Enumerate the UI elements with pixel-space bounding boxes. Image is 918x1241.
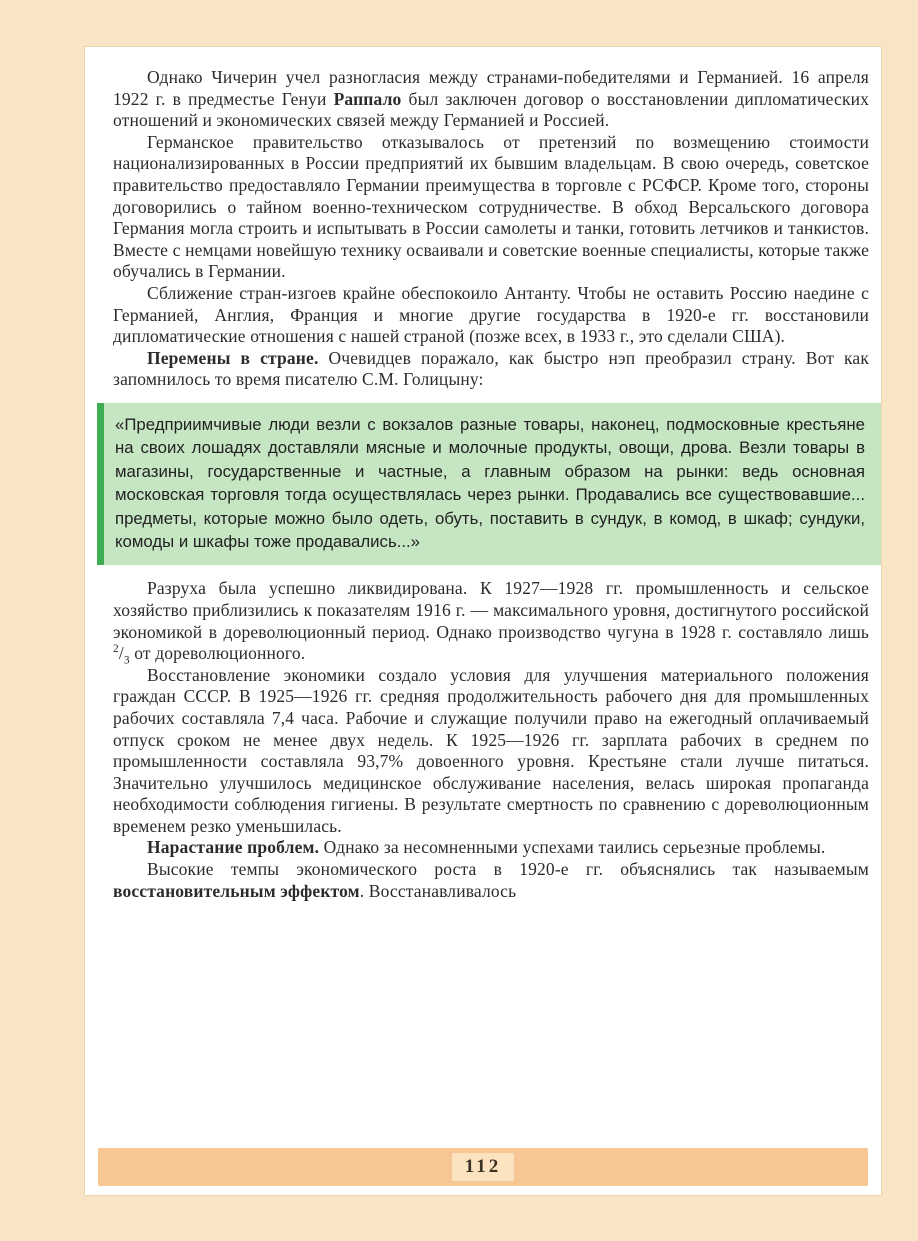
text-segment: Однако за несомненными успехами таились серьезные проблемы.: [319, 837, 826, 858]
text-segment: . Восстанавливалось: [359, 880, 517, 901]
fraction-numerator: 2: [113, 643, 119, 656]
quote-block-golitsyn: [97, 403, 881, 565]
text-segment: от дореволюционного.: [129, 643, 306, 664]
footer-strip: [98, 1148, 868, 1186]
paragraph-growing-problems: [113, 837, 869, 859]
paragraph-recovery-1927: [113, 578, 869, 667]
paragraph-recovery-effect: [113, 859, 869, 902]
bold-term-rapallo: Раппало: [333, 88, 402, 109]
text-segment: был заключен договор о восстановлении дипломатических отношений и экономических связей между Германией и Россией.: [113, 88, 870, 131]
paragraph-living-conditions: [113, 665, 869, 838]
page-number-box: [452, 1153, 514, 1181]
text-segment: Очевидцев поражало, как быстро нэп преобразил страну. Вот как запомнилось то время писателю С.М. Голицыну:: [113, 347, 870, 390]
paragraph-entente-reaction: [113, 283, 869, 348]
text-segment: Германское правительство отказывалось от претензий по возмещению стоимости национализированных в России предприятий их бывшим владельцам. В свою очередь, советское правительство предоставляло Германии преимущества в торговле с РСФСР. Кроме того, стороны договорились о тайном военно-техническом сотрудничестве. В обход Версальского договора Германия могла строить и испытывать в России самолеты и танки, готовить летчиков и танкистов. Вместе с немцами новейшую технику осваивали и советские военные специалисты, которые также обучались в Германии.: [113, 131, 869, 282]
paragraph-rapallo-treaty: [113, 67, 869, 132]
fraction-slash: /: [118, 643, 124, 664]
section-heading-changes: Перемены в стране.: [147, 347, 319, 368]
bold-term-recovery-effect: восстановительным эффектом: [113, 880, 360, 901]
text-segment: Однако Чичерин учел разногласия между странами-победителями и Германией. 16 апреля 1922 г. в предместье Генуи: [113, 67, 869, 109]
text-segment: Высокие темпы экономического роста в 1920-е гг. объяснялись так называемым: [147, 859, 869, 880]
text-content: [85, 47, 881, 902]
text-segment: Восстановление экономики создало условия для улучшения материального положения граждан СССР. В 1925—1926 гг. средняя продолжительность рабочего дня для промышленных рабочих составляла 7,4 часа. Рабочие и служащие получили право на ежегодный оплачиваемый отпуск сроком не менее двух недель. К 1925—1926 гг. зарплата рабочих в среднем по промышленности составляла 93,7% довоенного уровня. Крестьяне стали лучше питаться. Значительно улучшилось медицинское обслуживание населения, велась широкая пропаганда необходимости соблюдения гигиены. В результате смертность по сравнению с дореволюционным временем резко уменьшилась.: [113, 664, 869, 836]
paragraph-german-government: [113, 132, 869, 283]
textbook-page: [84, 46, 882, 1196]
text-segment: Разруха была успешно ликвидирована. К 1927—1928 гг. промышленность и сельское хозяйство приблизились к показателям 1916 г. — максимального уровня, достигнутого российской экономикой в дореволюционный период. Однако производство чугуна в 1928 г. составляло лишь: [113, 578, 869, 642]
page-number: 112: [464, 1156, 502, 1177]
section-heading-problems: Нарастание проблем.: [147, 837, 320, 858]
quote-text: «Предприимчивые люди везли с вокзалов разные товары, наконец, подмосковные крестьяне на своих лошадях доставляли мясные и молочные продукты, овощи, дрова. Везли товары в магазины, государственные и частные, а главным образом на рынки: ведь основная московская торговля тогда осуществлялась через рынки. Продавались все существовавшие... предметы, которые можно было одеть, обуть, поставить в сундук, в комод, в шкаф; сундуки, комоды и шкафы тоже продавались...»: [115, 414, 865, 551]
text-segment: Сближение стран-изгоев крайне обеспокоило Антанту. Чтобы не оставить Россию наедине с Германией, Англия, Франция и многие другие государства в 1920-е гг. восстановили дипломатические отношения с нашей страной (позже всех, в 1933 г., это сделали США).: [113, 282, 869, 347]
fraction-denominator: 3: [123, 654, 130, 667]
paragraph-changes-in-country: [113, 348, 869, 391]
